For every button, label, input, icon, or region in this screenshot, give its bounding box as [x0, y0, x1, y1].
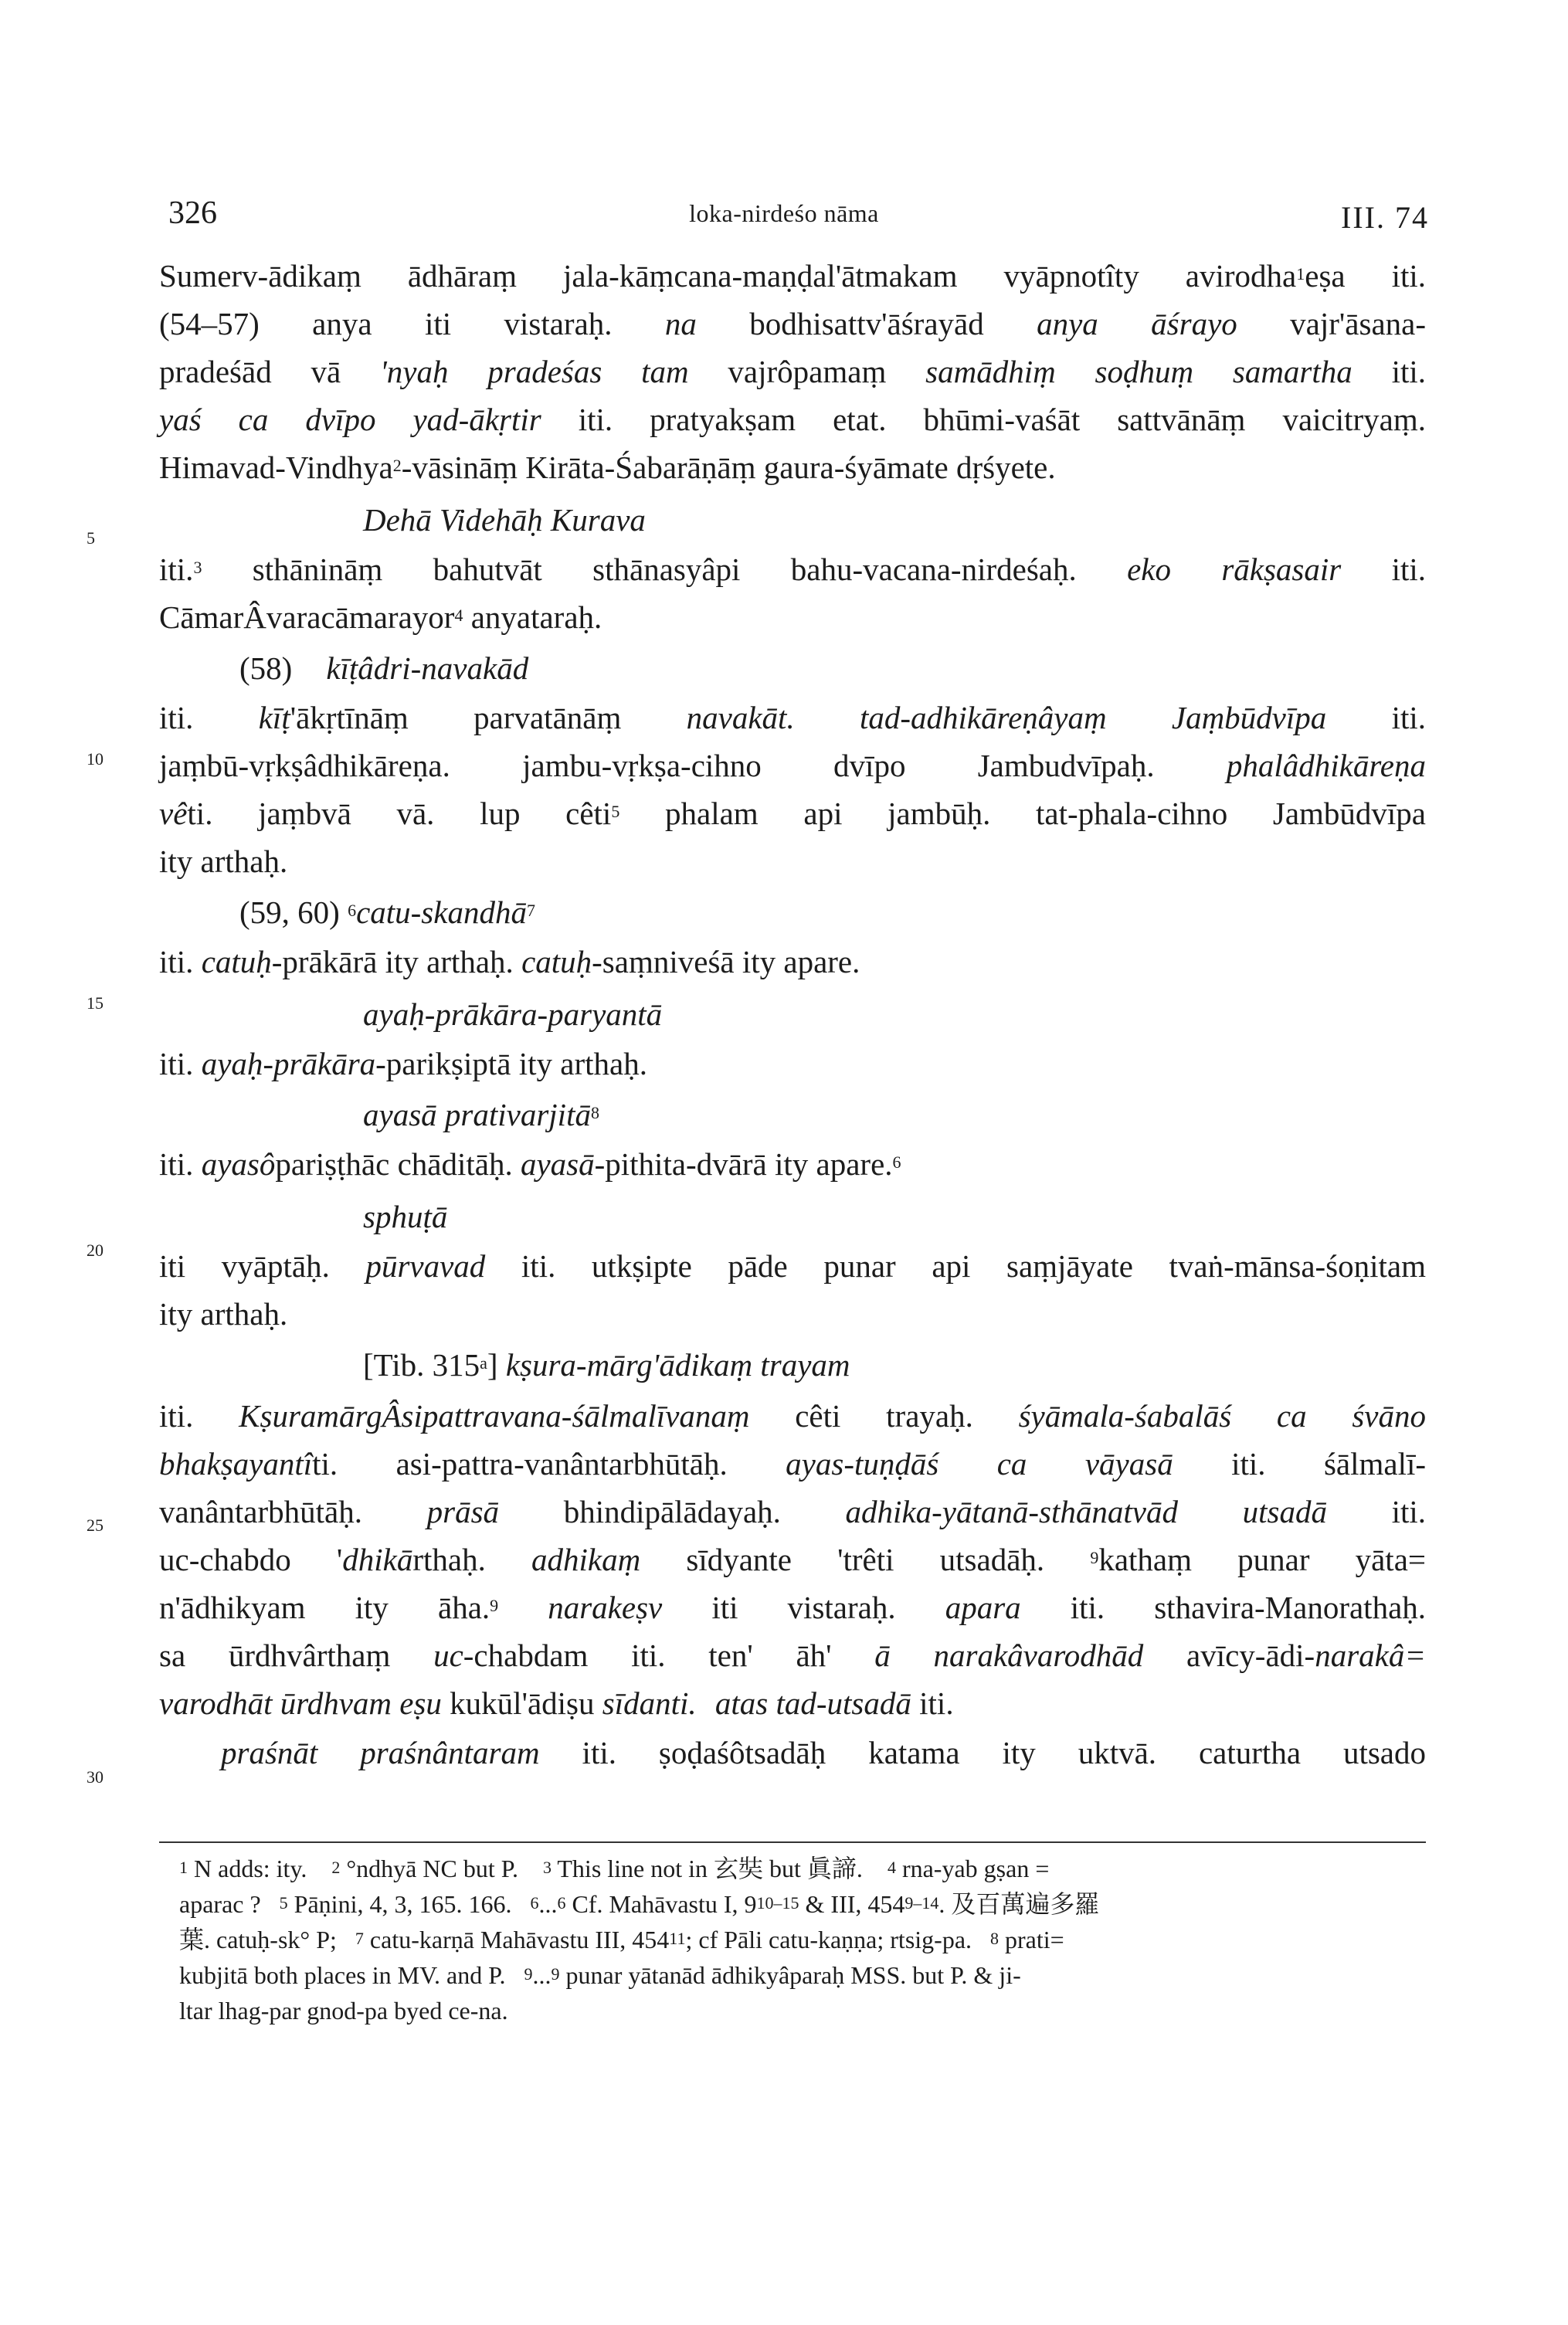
text-line: Sumerv-ādikaṃ ādhāraṃ jala-kāṃcana-maṇḍal'ātmakam vyāpnotîty avirodha$^1$eṣa iti.	[159, 258, 1427, 294]
text-line: n'ādhikyam ity āha.$^9$ narakeṣv iti vistaraḥ. apara iti. sthavira-Manorathaḥ.	[159, 1590, 1427, 1625]
text-line: vanântarbhūtāḥ. prāsā bhindipālādayaḥ. adhika-yātanā-sthānatvād utsadā iti.	[159, 1494, 1427, 1529]
verse-line: [Tib. 315$^a$] kṣura-mārg'ādikaṃ trayam	[363, 1347, 850, 1383]
text-line: iti. KṣuramārgÂsipattravana-śālmalīvanaṃ cêti trayaḥ. śyāmala-śabalāś ca śvāno	[159, 1398, 1427, 1434]
line-number: 10	[87, 749, 104, 769]
text-line: iti vyāptāḥ. pūrvavad iti. utkṣipte pāde punar api saṃjāyate tvaṅ-mānsa-śoṇitam	[159, 1248, 1427, 1284]
text-line: iti. ayaḥ-prākāra-parikṣiptā ity arthaḥ.	[159, 1046, 647, 1081]
section-number: III. 74	[1341, 200, 1429, 235]
verse-line: Dehā Videhāḥ Kurava	[363, 502, 646, 538]
line-number: 30	[87, 1767, 104, 1787]
line-number: 20	[87, 1241, 104, 1260]
text-line: yaś ca dvīpo yad-ākṛtir iti. pratyakṣam etat. bhūmi-vaśāt sattvānāṃ vaicitryaṃ.	[159, 402, 1427, 437]
text-line: varodhāt ūrdhvam eṣu kukūl'ādiṣu sīdanti. atas tad-utsadā iti.	[159, 1685, 954, 1721]
footnote-line: kubjitā both places in MV. and P. $^9$...$^9$ punar yātanād ādhikyâparaḥ MSS. but P. & ji-	[179, 1961, 1021, 1989]
text-line: Himavad-Vindhya$^2$-vāsināṃ Kirāta-Śabarāṇāṃ gaura-śyāmate dṛśyete.	[159, 450, 1056, 485]
text-line: iti. catuḥ-prākārā ity arthaḥ. catuḥ-saṃniveśā ity apare.	[159, 944, 860, 979]
text-line: (54–57) anya iti vistaraḥ. na bodhisattv'āśrayād anya āśrayo vajr'āsana-	[159, 306, 1426, 341]
text-line: praśnāt praśnântaram iti. ṣoḍaśôtsadāḥ katama ity uktvā. caturtha utsado	[221, 1735, 1426, 1770]
running-title: loka-nirdeśo nāma	[689, 199, 879, 227]
verse-line: ayasā prativarjitā$^8$	[363, 1097, 599, 1132]
text-line: jaṃbū-vṛkṣâdhikāreṇa. jambu-vṛkṣa-cihno dvīpo Jambudvīpaḥ. phalâdhikāreṇa	[159, 748, 1426, 783]
footnote-line: aparac ? $^5$ Pāṇini, 4, 3, 165. 166. $^6$...$^6$ Cf. Mahāvastu I, 9$^{10-15}$ & III, 454$^{9-14}$. 及百萬遍多羅	[179, 1890, 1100, 1918]
text-line: bhakṣayantîti. asi-pattra-vanântarbhūtāḥ. ayas-tuṇḍāś ca vāyasā iti. śālmalī-	[159, 1446, 1427, 1482]
line-number: 25	[87, 1515, 104, 1535]
footnote-line: 葉. catuḥ-sk° P; $^7$ catu-karṇā Mahāvastu III, $454^{11}$; cf Pāli catu-kaṇṇa; rtsig-pa. $^8$ prati=	[179, 1926, 1064, 1953]
footnote-rule	[159, 1841, 1426, 1843]
text-line: iti. ayasôpariṣṭhāc chāditāḥ. ayasā-pithita-dvārā ity apare.$^6$	[159, 1146, 901, 1182]
text-line: ity arthaḥ.	[159, 1296, 288, 1332]
text-line: iti. kīṭ'ākṛtīnāṃ parvatānāṃ navakāt. tad-adhikāreṇâyaṃ Jaṃbūdvīpa iti.	[159, 700, 1426, 735]
text-line: vêti. jaṃbvā vā. lup cêti$^5$ phalam api jambūḥ. tat-phala-cihno Jambūdvīpa	[159, 796, 1427, 831]
text-line: sa ūrdhvârthaṃ uc-chabdam iti. ten' āh' ā narakâvarodhād avīcy-ādi-narakâ=	[159, 1638, 1427, 1673]
verse-line: ayaḥ-prākāra-paryantā	[363, 996, 663, 1032]
footnote-line: $^1$ N adds: ity. $^2$ °ndhyā NC but P. $^3$ This line not in 玄奘 but 眞諦. $^4$ rna-yab gṣan =	[179, 1855, 1050, 1882]
page-number: 326	[168, 195, 217, 231]
verse-line: (58) kīṭâdri-navakād	[239, 650, 529, 686]
text-line: iti.$^3$ sthānināṃ bahutvāt sthānasyâpi bahu-vacana-nirdeśaḥ. eko rākṣasair iti.	[159, 552, 1427, 587]
footnote-line: ltar lhag-par gnod-pa byed ce-na.	[179, 1997, 508, 2025]
text-line: CāmarÂvaracāmarayor$^4$ anyataraḥ.	[159, 599, 602, 635]
text-line: uc-chabdo 'dhikārthaḥ. adhikaṃ sīdyante 'trêti utsadāḥ. $^9$kathaṃ punar yāta=	[159, 1542, 1427, 1577]
verse-line: sphuṭā	[363, 1199, 448, 1234]
text-line: ity arthaḥ.	[159, 843, 288, 879]
verse-line: (59, 60) $^6$catu-skandhā$^7$	[239, 894, 535, 930]
line-number: 15	[87, 993, 104, 1013]
text-line: pradeśād vā 'nyaḥ pradeśas tam vajrôpamaṃ samādhiṃ soḍhuṃ samartha iti.	[159, 354, 1427, 389]
line-number: 5	[87, 528, 95, 548]
